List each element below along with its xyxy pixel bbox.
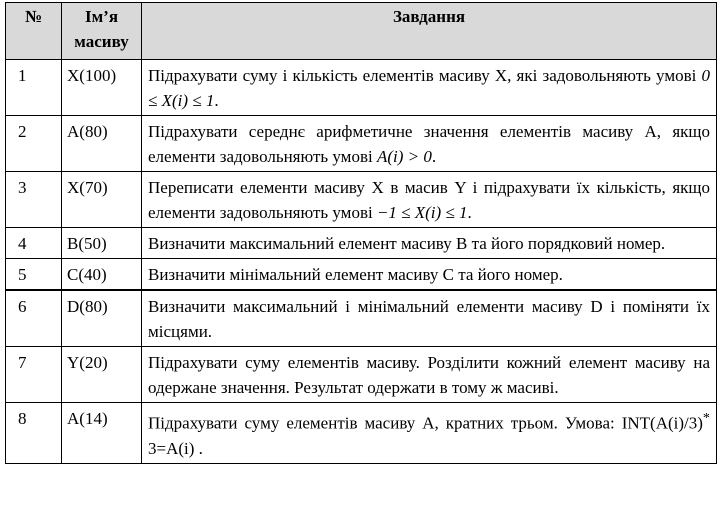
- header-array-name: [62, 3, 142, 60]
- table-row: [6, 172, 717, 228]
- table-row: [6, 60, 717, 116]
- task-formula: 0 ≤ X(i) ≤ 1: [148, 66, 710, 110]
- task-body: Підрахувати суму і кількість елементів масиву X, які задовольняють умові: [148, 66, 702, 85]
- task-text: Визначити максимальний і мінімальний елементи масиву D і поміняти їх місцями.: [142, 290, 717, 347]
- table-row: [6, 403, 717, 464]
- array-name: A(14): [62, 403, 142, 464]
- row-number: 8: [6, 403, 62, 464]
- array-name: C(40): [62, 259, 142, 291]
- task-text: [142, 172, 717, 228]
- header-array-name-line2: масиву: [74, 32, 129, 51]
- table-row: [6, 290, 717, 347]
- header-task: Завдання: [142, 3, 717, 60]
- task-superscript: *: [702, 410, 710, 426]
- task-tail: .: [214, 91, 219, 110]
- header-array-name-line1: Ім’я: [84, 7, 119, 26]
- row-number: 6: [6, 290, 62, 347]
- array-name: X(100): [62, 60, 142, 116]
- task-text: [142, 403, 717, 464]
- task-body: Підрахувати суму елементів масиву A, кратних трьом. Умова: INT(A(i)/3): [148, 413, 703, 433]
- task-formula: −1 ≤ X(i) ≤ 1: [376, 203, 468, 222]
- array-name: X(70): [62, 172, 142, 228]
- task-text: Визначити мінімальний елемент масиву C та його номер.: [142, 259, 717, 291]
- row-number: 1: [6, 60, 62, 116]
- array-name: B(50): [62, 228, 142, 259]
- array-name: D(80): [62, 290, 142, 347]
- array-name: Y(20): [62, 347, 142, 403]
- task-body: Переписати елементи масиву X в масив Y і підрахувати їх кількість, якщо елементи задовольняють умові: [148, 178, 710, 222]
- row-number: 4: [6, 228, 62, 259]
- row-number: 7: [6, 347, 62, 403]
- header-row: [6, 3, 717, 60]
- task-text: Визначити максимальний елемент масиву B та його порядковий номер.: [142, 228, 717, 259]
- row-number: 3: [6, 172, 62, 228]
- table-row: [6, 347, 717, 403]
- header-number: №: [6, 3, 62, 60]
- task-tail: 3=A(i) .: [148, 438, 203, 458]
- tasks-table: [5, 2, 717, 464]
- table-row: [6, 116, 717, 172]
- array-name: A(80): [62, 116, 142, 172]
- task-tail: .: [431, 147, 437, 166]
- task-text: Підрахувати суму елементів масиву. Розділити кожний елемент масиву на одержане значення. Результат одержати в тому ж масиві.: [142, 347, 717, 403]
- task-formula: A(i) > 0: [376, 147, 432, 166]
- row-number: 2: [6, 116, 62, 172]
- row-number: 5: [6, 259, 62, 291]
- task-tail: .: [467, 203, 472, 222]
- table-row: [6, 259, 717, 291]
- task-body: Підрахувати середнє арифметичне значення елементів масиву A, якщо елементи задовольняють умові: [148, 122, 710, 166]
- task-text: [142, 60, 717, 116]
- table-row: [6, 228, 717, 259]
- task-text: [142, 116, 717, 172]
